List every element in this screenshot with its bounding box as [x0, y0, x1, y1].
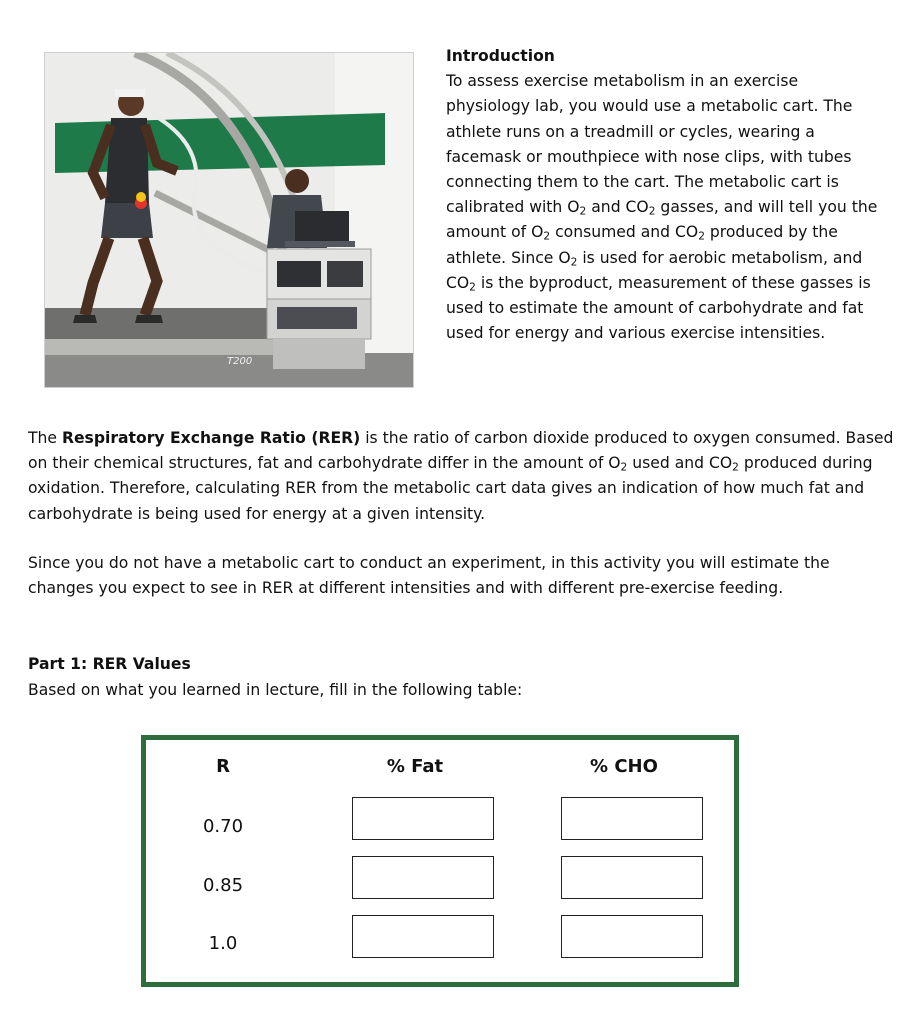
subscript-2: 2 [579, 205, 587, 218]
part1-heading: Part 1: RER Values [28, 655, 191, 673]
header-cho: % CHO [590, 756, 658, 777]
header-fat: % Fat [386, 756, 444, 777]
treadmill-label: T200 [227, 356, 253, 367]
subscript-2: 2 [620, 461, 628, 474]
subscript-2: 2 [469, 281, 476, 294]
intro-text-7: is the byproduct, measurement of these gasses is used to estimate the amount of carbohydrate and fat used for energy and various exercise intensities. [446, 273, 871, 343]
metabolic-cart [267, 249, 371, 369]
rer-text-1: is the ratio of carbon dioxide produced to oxygen consumed. Based on their chemical structures, fat and carbohydrate differ in the amount of O [28, 429, 894, 473]
header-r: R [216, 756, 230, 777]
r-value: 0.70 [202, 816, 244, 837]
r-value: 0.85 [202, 875, 244, 896]
part1-instruction: Based on what you learned in lecture, fill in the following table: [28, 681, 523, 699]
subscript-2: 2 [570, 255, 578, 268]
introduction-heading: Introduction [446, 47, 555, 65]
subscript-2: 2 [648, 205, 656, 218]
rer-paragraph [28, 426, 894, 527]
cho-input-box[interactable] [561, 915, 703, 958]
rer-text-3: produced during oxidation. Therefore, calculating RER from the metabolic cart data gives an indication of how much fat and carbohydrate is being used for energy at a given intensity. [28, 454, 873, 523]
intro-text-5: produced by the athlete. Since O [446, 223, 838, 267]
intro-text-4: consumed and CO [550, 223, 699, 242]
r-value: 1.0 [208, 933, 238, 954]
lab-photo [44, 52, 414, 388]
intro-text-2: and CO [586, 198, 649, 217]
activity-paragraph: Since you do not have a metabolic cart to conduct an experiment, in this activity you will estimate the changes you expect to see in RER at different intensities and with different pre-exercise feeding. [28, 554, 830, 598]
subscript-2: 2 [732, 461, 739, 474]
fat-input-box[interactable] [352, 797, 494, 840]
lab-photo-illustration [45, 53, 414, 388]
fat-input-box[interactable] [352, 856, 494, 899]
cho-input-box[interactable] [561, 797, 703, 840]
intro-text-1: To assess exercise metabolism in an exercise physiology lab, you would use a metabolic cart. The athlete runs on a treadmill or cycles, wearing a facemask or mouthpiece with nose clips, with tubes connecting them to the cart. The metabolic cart is calibrated with O [446, 72, 853, 217]
intro-text-3: gasses, and will tell you the amount of O [446, 198, 878, 242]
rer-table [141, 735, 739, 987]
subscript-2: 2 [543, 230, 551, 243]
rer-lead: The [28, 429, 62, 447]
rer-term: Respiratory Exchange Ratio (RER) [61, 429, 361, 447]
introduction-section [446, 44, 886, 346]
part1-section [28, 651, 894, 703]
rer-text-2: used and CO [627, 454, 733, 473]
subscript-2: 2 [698, 230, 705, 243]
intro-text-6: is used for aerobic metabolism, and CO [446, 248, 863, 292]
cho-input-box[interactable] [561, 856, 703, 899]
fat-input-box[interactable] [352, 915, 494, 958]
